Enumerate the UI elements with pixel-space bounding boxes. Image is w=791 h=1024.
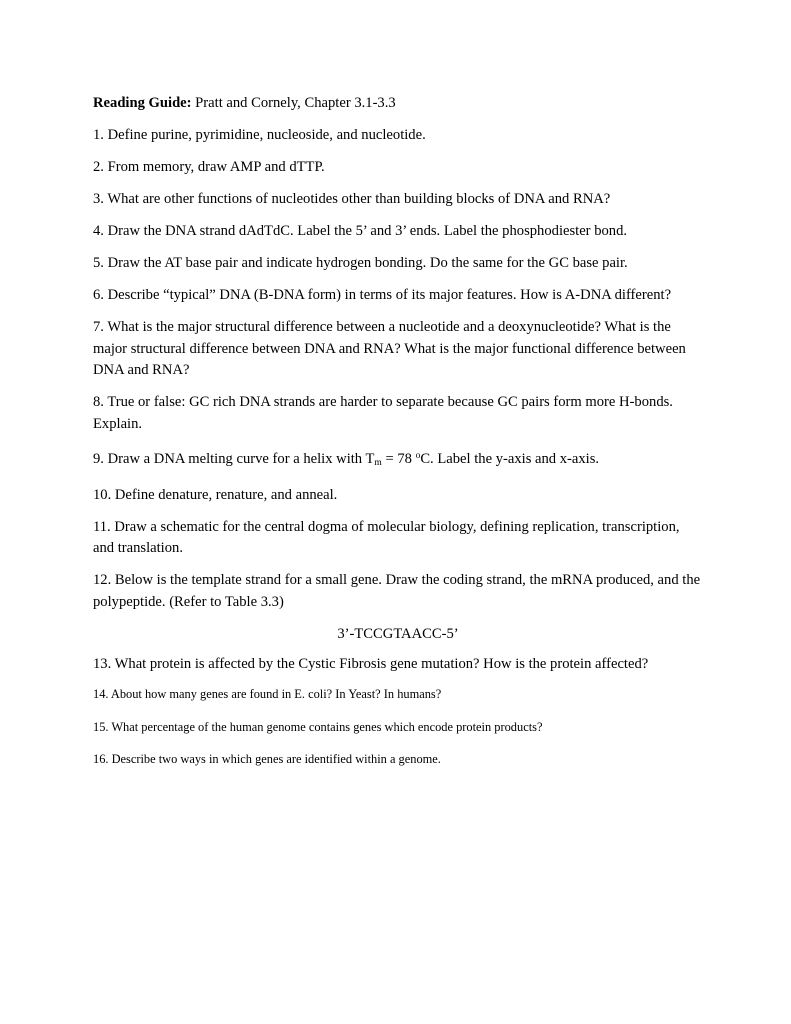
q9-before: 9. Draw a DNA melting curve for a helix with T bbox=[93, 450, 375, 467]
question-15: 15. What percentage of the human genome contains genes which encode protein products? bbox=[93, 719, 543, 734]
question-10: 10. Define denature, renature, and anneal. bbox=[93, 486, 338, 503]
question-16: 16. Describe two ways in which genes are identified within a genome. bbox=[93, 752, 441, 766]
title-rest: Pratt and Cornely, Chapter 3.1-3.3 bbox=[191, 95, 396, 111]
page-title bbox=[93, 93, 703, 113]
q9-mid: = 78 bbox=[381, 450, 416, 467]
question-11: 11. Draw a schematic for the central dogma of molecular biology, defining replication, transcription, and translation. bbox=[93, 518, 680, 556]
q9-degree: o bbox=[415, 450, 421, 461]
question-13: 13. What protein is affected by the Cystic Fibrosis gene mutation? How is the protein affected? bbox=[93, 656, 649, 672]
question-4: 4. Draw the DNA strand dAdTdC. Label the 5’ and 3’ ends. Label the phosphodiester bond. bbox=[93, 223, 628, 239]
question-9 bbox=[93, 446, 703, 475]
question-6: 6. Describe “typical” DNA (B-DNA form) in terms of its major features. How is A-DNA different? bbox=[93, 287, 672, 303]
question-7: 7. What is the major structural difference between a nucleotide and a deoxynucleotide? What is the major structural difference between DNA and RNA? What is the major functional difference between DNA and RNA? bbox=[93, 319, 686, 378]
title-lead: Reading Guide: bbox=[93, 95, 192, 111]
template-sequence: 3’-TCCGTAACC-5’ bbox=[337, 625, 459, 642]
question-1: 1. Define purine, pyrimidine, nucleoside, and nucleotide. bbox=[93, 127, 426, 143]
reading-guide bbox=[93, 93, 703, 784]
question-3: 3. What are other functions of nucleotides other than building blocks of DNA and RNA? bbox=[93, 191, 611, 207]
question-8: 8. True or false: GC rich DNA strands are harder to separate because GC pairs form more H-bonds. Explain. bbox=[93, 394, 673, 432]
question-2: 2. From memory, draw AMP and dTTP. bbox=[93, 159, 325, 175]
q9-subscript: m bbox=[374, 457, 382, 468]
question-5: 5. Draw the AT base pair and indicate hydrogen bonding. Do the same for the GC base pair. bbox=[93, 255, 628, 271]
q9-after: C. Label the y-axis and x-axis. bbox=[420, 450, 600, 467]
question-14: 14. About how many genes are found in E. coli? In Yeast? In humans? bbox=[93, 687, 442, 701]
question-12: 12. Below is the template strand for a small gene. Draw the coding strand, the mRNA produced, and the polypeptide. (Refer to Table 3.3) bbox=[93, 572, 701, 610]
